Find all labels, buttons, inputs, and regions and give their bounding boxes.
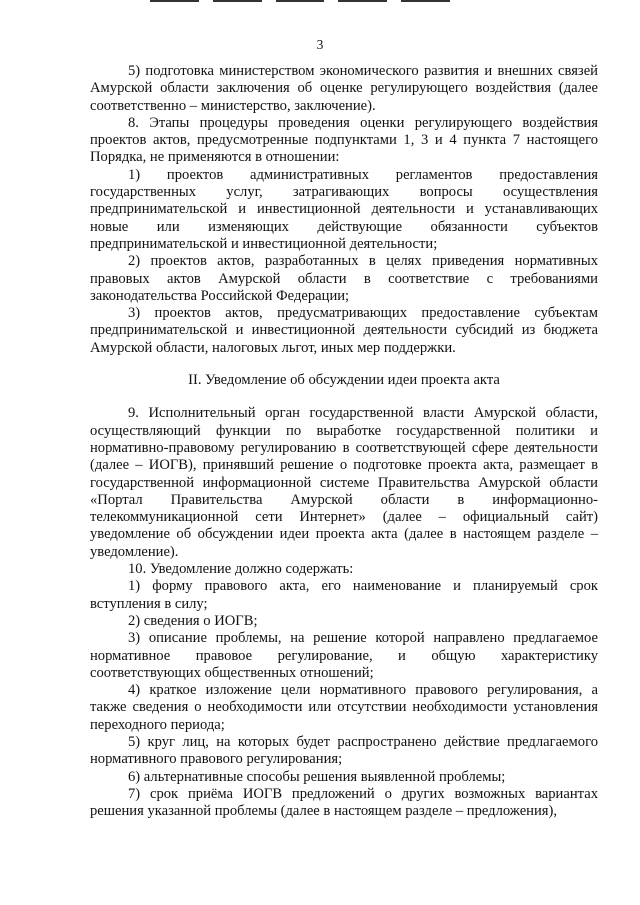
paragraph: 7) срок приёма ИОГВ предложений о других возможных вариантах решения указанной проблемы (далее в настоящем разделе – предложения), [90,785,598,820]
paragraph: 1) форму правового акта, его наименование и планируемый срок вступления в силу; [90,578,598,612]
scan-mark [150,0,199,2]
paragraph: 3) описание проблемы, на решение которой направлено предлагаемое нормативное правовое регулирование, и общую характеристику соответствующих общественных отношений; [90,630,598,681]
scan-mark [338,0,387,2]
top-scan-marks [150,0,450,4]
paragraph: 5) подготовка министерством экономического развития и внешних связей Амурской области заключения об оценке регулирующего воздействия (далее соответственно – министерство, заключение). [90,63,598,114]
scan-mark [401,0,450,2]
section-heading: II. Уведомление об обсуждении идеи проекта акта [188,372,500,389]
paragraph: 6) альтернативные способы решения выявленной проблемы; [128,768,506,785]
paragraph: 9. Исполнительный орган государственной власти Амурской области, осуществляющий функции по выработке государственной политики и нормативно-правовому регулированию в соответствующей сфере деятельности (далее – ИОГВ), принявший решение о подготовке проекта акта, размещает в государственной информационной системе Правительства Амурской области «Портал Правительства Амурской области в информационно-телекоммуникационной сети Интернет» (далее – официальный сайт) уведомление об обсуждении идеи проекта акта (далее в настоящем разделе – уведомление). [90,405,598,560]
document-body [90,63,598,820]
paragraph: 2) проектов актов, разработанных в целях приведения нормативных правовых актов Амурской области в соответствие с требованиями законодательства Российской Федерации; [90,253,598,304]
paragraph: 10. Уведомление должно содержать: [128,561,354,578]
scan-mark [276,0,325,2]
paragraph: 3) проектов актов, предусматривающих предоставление субъектам предпринимательской и инвестиционной деятельности субсидий из бюджета Амурской области, налоговых льгот, иных мер поддержки. [90,305,598,356]
paragraph: 2) сведения о ИОГВ; [128,612,258,629]
paragraph: 8. Этапы процедуры проведения оценки регулирующего воздействия проектов актов, предусмотренные подпунктами 1, 3 и 4 пункта 7 настоящего Порядка, не применяются в отношении: [90,114,598,166]
paragraph: 4) краткое изложение цели нормативного правового регулирования, а также сведения о необходимости или отсутствии необходимости установления переходного периода; [90,682,598,733]
page-number: 3 [316,37,324,52]
paragraph: 1) проектов административных регламентов предоставления государственных услуг, затрагивающих вопросы осуществления предпринимательской и инвестиционной деятельности и устанавливающих новые или изменяющих действующие обязанности субъектов предпринимательской и инвестиционной деятельности; [90,166,598,252]
scan-mark [213,0,262,2]
paragraph: 5) круг лиц, на которых будет распространено действие предлагаемого нормативного правового регулирования; [90,733,598,768]
